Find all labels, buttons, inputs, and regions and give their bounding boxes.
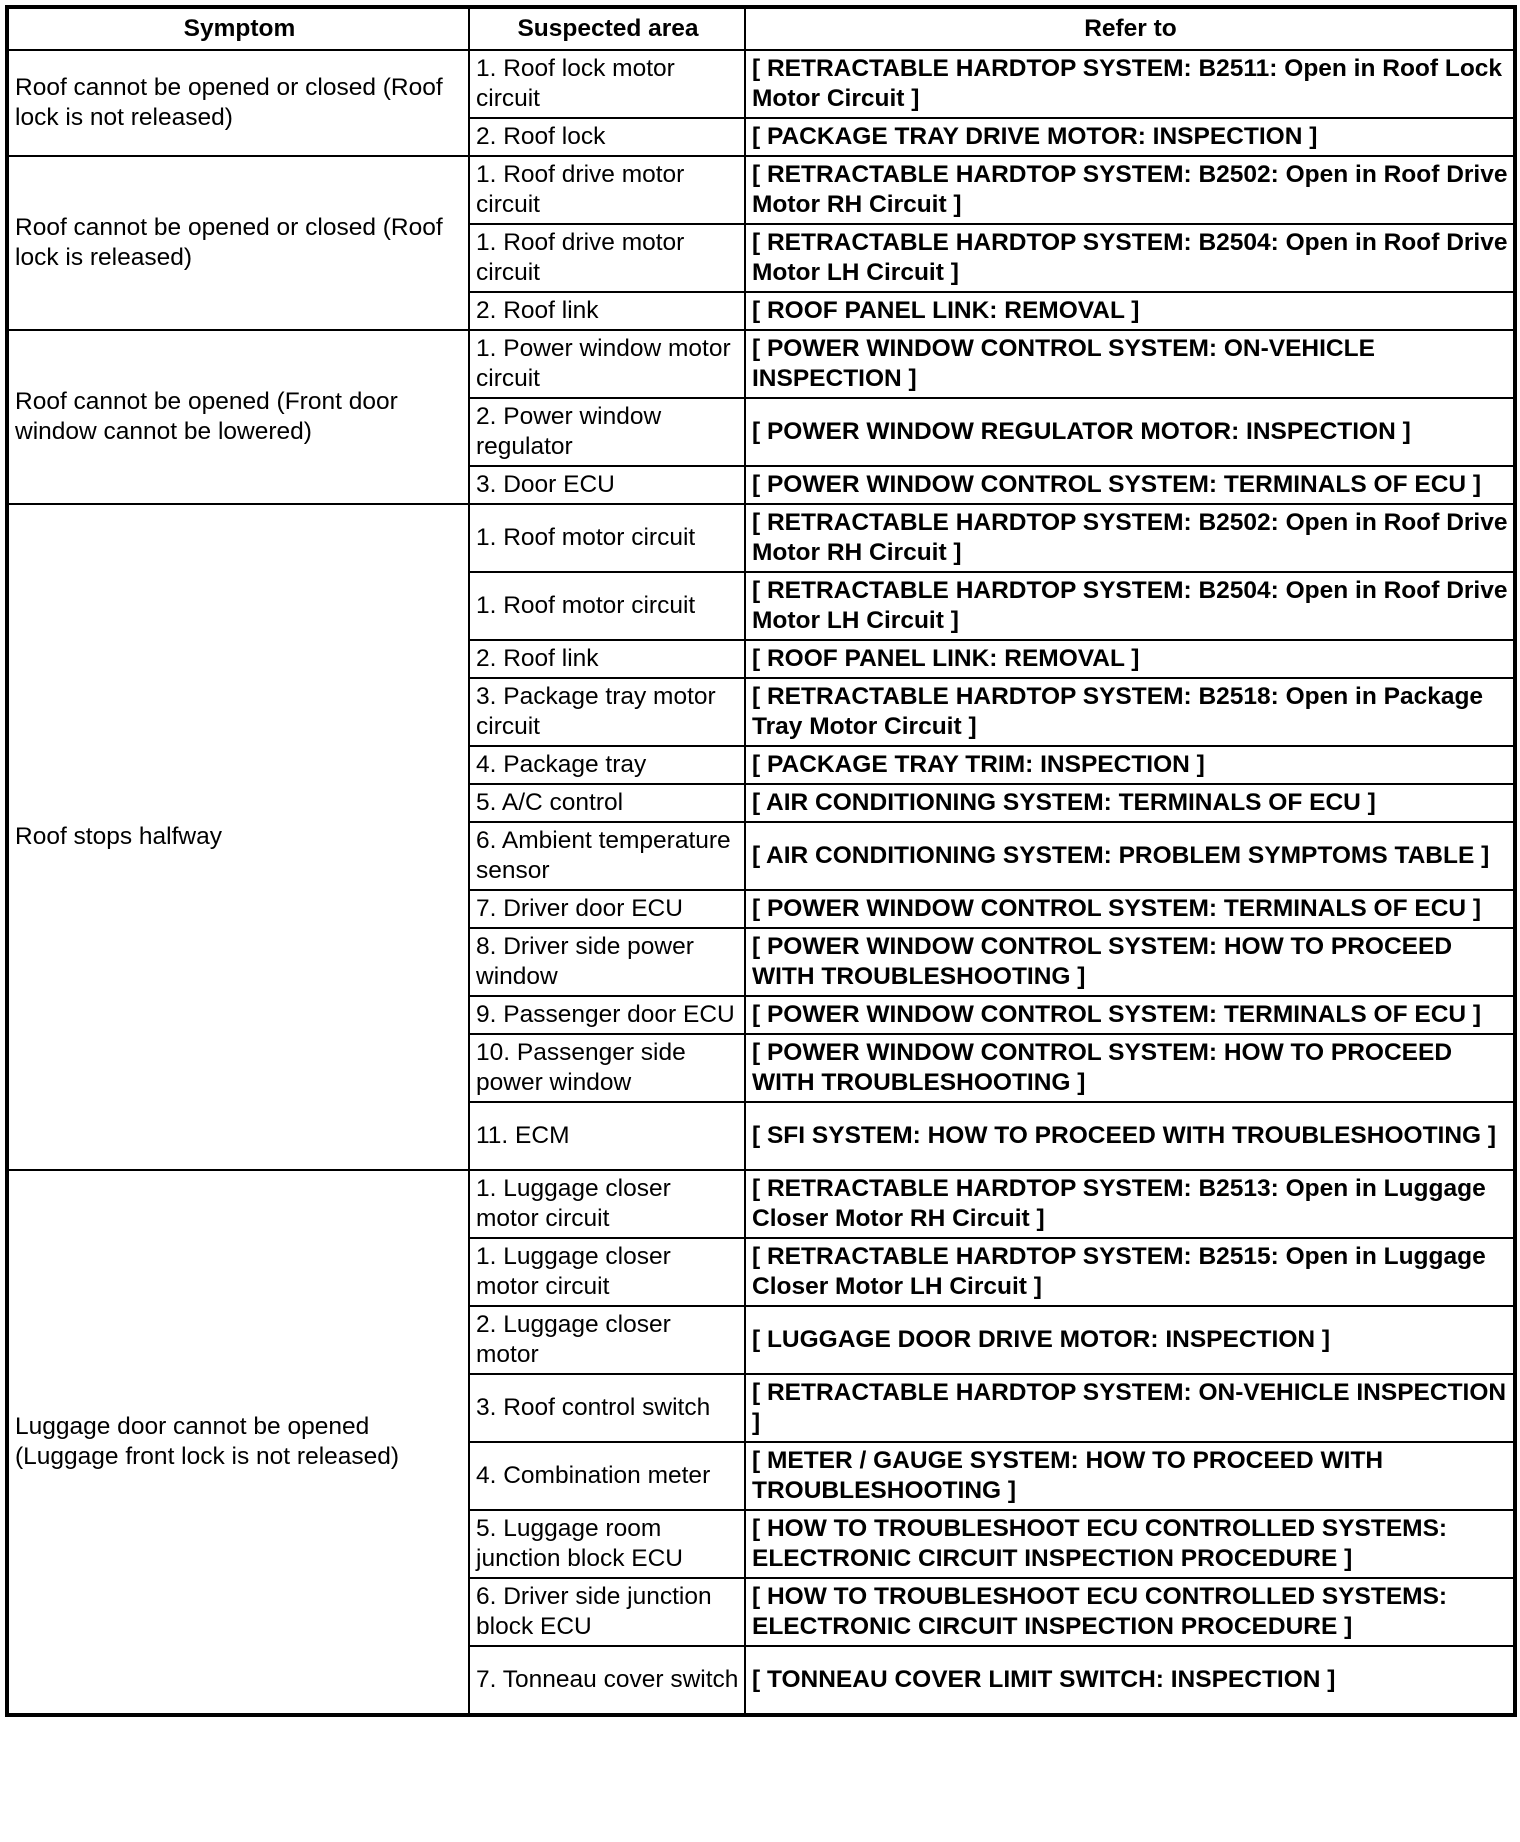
symptom-cell: Roof stops halfway bbox=[7, 504, 469, 1170]
refer-link[interactable]: [ SFI SYSTEM: HOW TO PROCEED WITH TROUBLESHOOTING ] bbox=[745, 1102, 1515, 1170]
refer-link[interactable]: [ RETRACTABLE HARDTOP SYSTEM: B2504: Open in Roof Drive Motor LH Circuit ] bbox=[745, 572, 1515, 640]
symptom-cell: Luggage door cannot be opened (Luggage front lock is not released) bbox=[7, 1170, 469, 1715]
symptom-table-container bbox=[5, 5, 1513, 1717]
refer-link[interactable]: [ AIR CONDITIONING SYSTEM: PROBLEM SYMPTOMS TABLE ] bbox=[745, 822, 1515, 890]
table-row bbox=[7, 156, 1515, 224]
table-header-row bbox=[7, 7, 1515, 50]
refer-link[interactable]: [ ROOF PANEL LINK: REMOVAL ] bbox=[745, 640, 1515, 678]
suspected-area-cell: 1. Power window motor circuit bbox=[469, 330, 745, 398]
suspected-area-cell: 1. Luggage closer motor circuit bbox=[469, 1238, 745, 1306]
problem-symptoms-table bbox=[5, 5, 1517, 1717]
suspected-area-cell: 6. Driver side junction block ECU bbox=[469, 1578, 745, 1646]
symptom-cell: Roof cannot be opened (Front door window cannot be lowered) bbox=[7, 330, 469, 504]
refer-link[interactable]: [ TONNEAU COVER LIMIT SWITCH: INSPECTION ] bbox=[745, 1646, 1515, 1715]
refer-link[interactable]: [ POWER WINDOW CONTROL SYSTEM: TERMINALS OF ECU ] bbox=[745, 996, 1515, 1034]
suspected-area-cell: 2. Luggage closer motor bbox=[469, 1306, 745, 1374]
symptom-cell: Roof cannot be opened or closed (Roof lock is released) bbox=[7, 156, 469, 330]
suspected-area-cell: 5. A/C control bbox=[469, 784, 745, 822]
suspected-area-cell: 3. Door ECU bbox=[469, 466, 745, 504]
suspected-area-cell: 4. Package tray bbox=[469, 746, 745, 784]
suspected-area-cell: 8. Driver side power window bbox=[469, 928, 745, 996]
suspected-area-cell: 1. Luggage closer motor circuit bbox=[469, 1170, 745, 1238]
suspected-area-cell: 2. Roof link bbox=[469, 640, 745, 678]
suspected-area-cell: 3. Roof control switch bbox=[469, 1374, 745, 1442]
suspected-area-cell: 2. Power window regulator bbox=[469, 398, 745, 466]
refer-link[interactable]: [ RETRACTABLE HARDTOP SYSTEM: ON-VEHICLE INSPECTION ] bbox=[745, 1374, 1515, 1442]
suspected-area-cell: 10. Passenger side power window bbox=[469, 1034, 745, 1102]
table-row bbox=[7, 50, 1515, 118]
refer-link[interactable]: [ RETRACTABLE HARDTOP SYSTEM: B2502: Open in Roof Drive Motor RH Circuit ] bbox=[745, 504, 1515, 572]
suspected-area-cell: 11. ECM bbox=[469, 1102, 745, 1170]
refer-link[interactable]: [ PACKAGE TRAY TRIM: INSPECTION ] bbox=[745, 746, 1515, 784]
suspected-area-cell: 1. Roof drive motor circuit bbox=[469, 224, 745, 292]
suspected-area-cell: 2. Roof link bbox=[469, 292, 745, 330]
header-symptom: Symptom bbox=[7, 7, 469, 50]
header-refer-to: Refer to bbox=[745, 7, 1515, 50]
refer-link[interactable]: [ LUGGAGE DOOR DRIVE MOTOR: INSPECTION ] bbox=[745, 1306, 1515, 1374]
suspected-area-cell: 7. Driver door ECU bbox=[469, 890, 745, 928]
table-row bbox=[7, 1170, 1515, 1238]
refer-link[interactable]: [ AIR CONDITIONING SYSTEM: TERMINALS OF ECU ] bbox=[745, 784, 1515, 822]
suspected-area-cell: 1. Roof motor circuit bbox=[469, 572, 745, 640]
refer-link[interactable]: [ HOW TO TROUBLESHOOT ECU CONTROLLED SYSTEMS: ELECTRONIC CIRCUIT INSPECTION PROCEDURE ] bbox=[745, 1510, 1515, 1578]
refer-link[interactable]: [ POWER WINDOW CONTROL SYSTEM: TERMINALS OF ECU ] bbox=[745, 466, 1515, 504]
suspected-area-cell: 1. Roof motor circuit bbox=[469, 504, 745, 572]
suspected-area-cell: 1. Roof drive motor circuit bbox=[469, 156, 745, 224]
refer-link[interactable]: [ POWER WINDOW CONTROL SYSTEM: ON-VEHICLE INSPECTION ] bbox=[745, 330, 1515, 398]
refer-link[interactable]: [ POWER WINDOW CONTROL SYSTEM: HOW TO PROCEED WITH TROUBLESHOOTING ] bbox=[745, 928, 1515, 996]
suspected-area-cell: 4. Combination meter bbox=[469, 1442, 745, 1510]
refer-link[interactable]: [ PACKAGE TRAY DRIVE MOTOR: INSPECTION ] bbox=[745, 118, 1515, 156]
refer-link[interactable]: [ RETRACTABLE HARDTOP SYSTEM: B2511: Open in Roof Lock Motor Circuit ] bbox=[745, 50, 1515, 118]
refer-link[interactable]: [ METER / GAUGE SYSTEM: HOW TO PROCEED WITH TROUBLESHOOTING ] bbox=[745, 1442, 1515, 1510]
suspected-area-cell: 7. Tonneau cover switch bbox=[469, 1646, 745, 1715]
suspected-area-cell: 6. Ambient temperature sensor bbox=[469, 822, 745, 890]
refer-link[interactable]: [ RETRACTABLE HARDTOP SYSTEM: B2515: Open in Luggage Closer Motor LH Circuit ] bbox=[745, 1238, 1515, 1306]
suspected-area-cell: 5. Luggage room junction block ECU bbox=[469, 1510, 745, 1578]
suspected-area-cell: 2. Roof lock bbox=[469, 118, 745, 156]
refer-link[interactable]: [ POWER WINDOW CONTROL SYSTEM: TERMINALS OF ECU ] bbox=[745, 890, 1515, 928]
refer-link[interactable]: [ RETRACTABLE HARDTOP SYSTEM: B2513: Open in Luggage Closer Motor RH Circuit ] bbox=[745, 1170, 1515, 1238]
table-row bbox=[7, 504, 1515, 572]
refer-link[interactable]: [ RETRACTABLE HARDTOP SYSTEM: B2518: Open in Package Tray Motor Circuit ] bbox=[745, 678, 1515, 746]
suspected-area-cell: 1. Roof lock motor circuit bbox=[469, 50, 745, 118]
suspected-area-cell: 3. Package tray motor circuit bbox=[469, 678, 745, 746]
symptom-cell: Roof cannot be opened or closed (Roof lock is not released) bbox=[7, 50, 469, 156]
refer-link[interactable]: [ RETRACTABLE HARDTOP SYSTEM: B2504: Open in Roof Drive Motor LH Circuit ] bbox=[745, 224, 1515, 292]
refer-link[interactable]: [ POWER WINDOW CONTROL SYSTEM: HOW TO PROCEED WITH TROUBLESHOOTING ] bbox=[745, 1034, 1515, 1102]
refer-link[interactable]: [ ROOF PANEL LINK: REMOVAL ] bbox=[745, 292, 1515, 330]
refer-link[interactable]: [ POWER WINDOW REGULATOR MOTOR: INSPECTION ] bbox=[745, 398, 1515, 466]
refer-link[interactable]: [ HOW TO TROUBLESHOOT ECU CONTROLLED SYSTEMS: ELECTRONIC CIRCUIT INSPECTION PROCEDURE ] bbox=[745, 1578, 1515, 1646]
refer-link[interactable]: [ RETRACTABLE HARDTOP SYSTEM: B2502: Open in Roof Drive Motor RH Circuit ] bbox=[745, 156, 1515, 224]
header-suspected-area: Suspected area bbox=[469, 7, 745, 50]
table-row bbox=[7, 330, 1515, 398]
suspected-area-cell: 9. Passenger door ECU bbox=[469, 996, 745, 1034]
